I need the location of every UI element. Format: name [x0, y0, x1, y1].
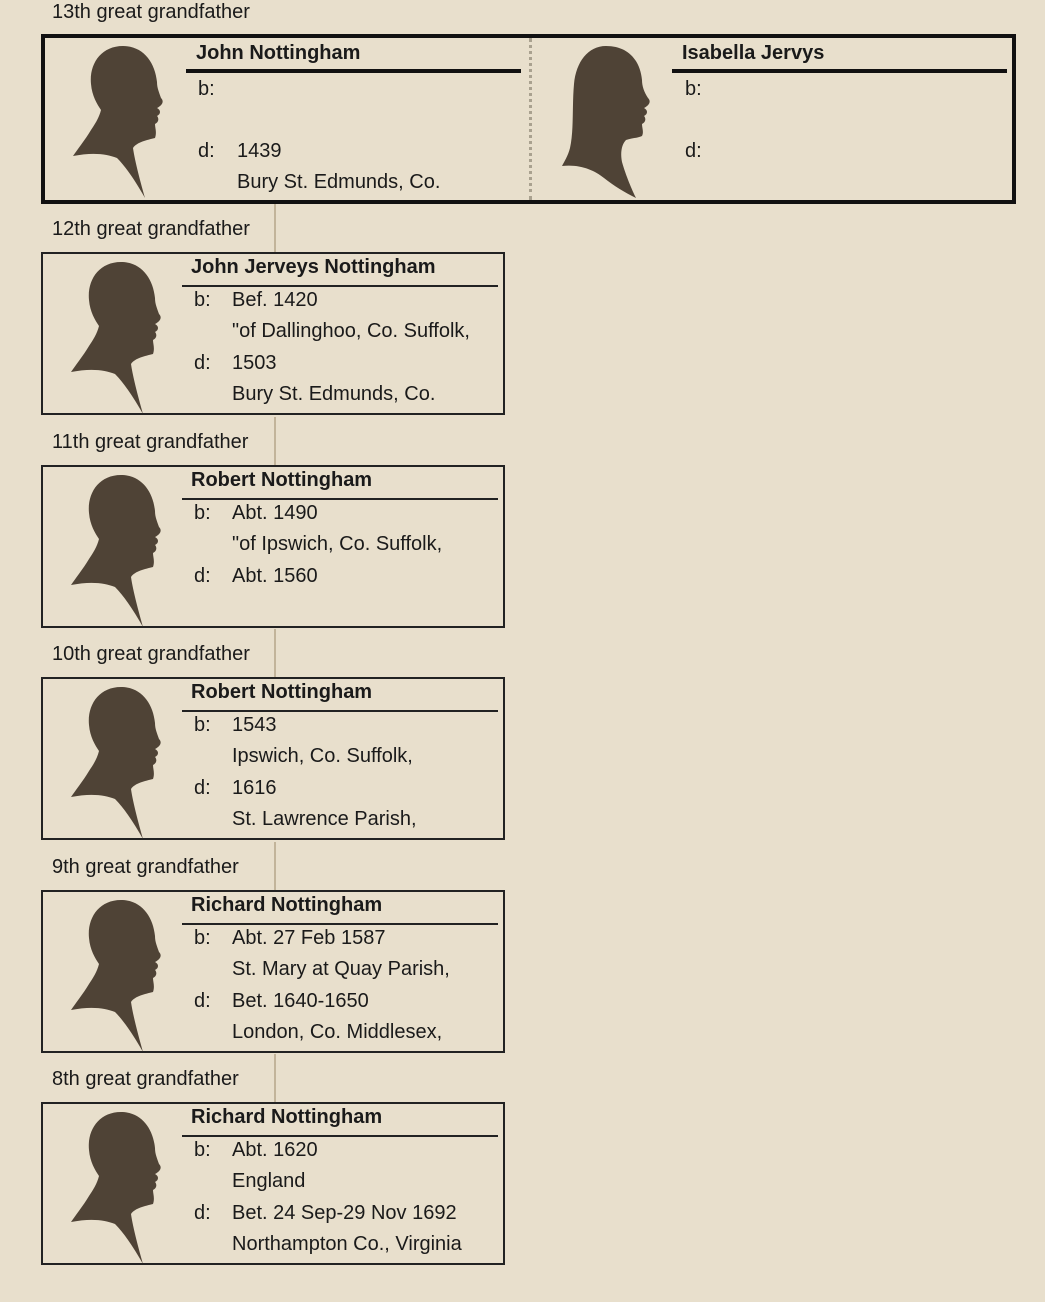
death-date: Bet. 1640-1650 [232, 990, 369, 1012]
birth-label: b: [194, 714, 211, 736]
birth-label: b: [194, 502, 211, 524]
person-card[interactable] [41, 677, 505, 840]
person-name[interactable]: Isabella Jervys [682, 42, 825, 64]
death-label: d: [194, 777, 211, 799]
person-card[interactable] [41, 1102, 505, 1265]
couple-card[interactable] [41, 34, 1016, 204]
generation-label: 9th great grandfather [52, 856, 239, 878]
person-name[interactable]: John Jerveys Nottingham [191, 256, 436, 278]
lineage-connector [274, 629, 276, 677]
birth-place: St. Mary at Quay Parish, [232, 958, 450, 980]
lineage-connector [274, 842, 276, 890]
birth-date: Abt. 1620 [232, 1139, 318, 1161]
generation-label: 8th great grandfather [52, 1068, 239, 1090]
name-divider [182, 923, 498, 925]
birth-label: b: [194, 289, 211, 311]
male-silhouette-icon [71, 898, 163, 1052]
birth-label: b: [194, 1139, 211, 1161]
birth-place: "of Ipswich, Co. Suffolk, [232, 533, 443, 555]
death-place: London, Co. Middlesex, [232, 1021, 443, 1043]
death-date: 1616 [232, 777, 277, 799]
birth-label: b: [198, 78, 215, 100]
male-silhouette-icon [71, 1110, 163, 1264]
birth-place: England [232, 1170, 306, 1192]
birth-label: b: [194, 927, 211, 949]
death-place: Bury St. Edmunds, Co. [237, 171, 441, 193]
birth-date: Abt. 1490 [232, 502, 318, 524]
male-silhouette-icon [73, 44, 165, 198]
death-place: Northampton Co., Virginia [232, 1233, 462, 1255]
birth-place: Ipswich, Co. Suffolk, [232, 745, 413, 767]
wife-panel[interactable] [532, 38, 1012, 200]
birth-date: Bef. 1420 [232, 289, 318, 311]
lineage-connector [274, 417, 276, 465]
death-label: d: [685, 140, 702, 162]
birth-place: "of Dallinghoo, Co. Suffolk, [232, 320, 470, 342]
name-divider [182, 285, 498, 287]
birth-date: 1543 [232, 714, 277, 736]
husband-panel[interactable] [45, 38, 529, 200]
male-silhouette-icon [71, 260, 163, 414]
lineage-connector [274, 204, 276, 252]
generation-label: 11th great grandfather [52, 431, 249, 453]
birth-date: Abt. 27 Feb 1587 [232, 927, 386, 949]
death-date: Bet. 24 Sep-29 Nov 1692 [232, 1202, 457, 1224]
lineage-connector [274, 1054, 276, 1102]
death-date: Abt. 1560 [232, 565, 318, 587]
death-label: d: [194, 990, 211, 1012]
male-silhouette-icon [71, 685, 163, 839]
generation-label: 13th great grandfather [52, 1, 250, 23]
person-name[interactable]: Robert Nottingham [191, 469, 373, 491]
person-name[interactable]: Richard Nottingham [191, 894, 383, 916]
death-label: d: [194, 565, 211, 587]
name-divider [182, 498, 498, 500]
name-divider [182, 1135, 498, 1137]
death-place: St. Lawrence Parish, [232, 808, 417, 830]
death-date: 1503 [232, 352, 277, 374]
death-date: 1439 [237, 140, 282, 162]
male-silhouette-icon [71, 473, 163, 627]
death-label: d: [194, 1202, 211, 1224]
death-label: d: [194, 352, 211, 374]
death-place: Bury St. Edmunds, Co. [232, 383, 436, 405]
name-divider [672, 69, 1007, 73]
generation-label: 10th great grandfather [52, 643, 250, 665]
person-card[interactable] [41, 890, 505, 1053]
person-name[interactable]: John Nottingham [196, 42, 361, 64]
person-card[interactable] [41, 465, 505, 628]
name-divider [186, 69, 521, 73]
death-label: d: [198, 140, 215, 162]
person-card[interactable] [41, 252, 505, 415]
person-name[interactable]: Robert Nottingham [191, 681, 373, 703]
generation-label: 12th great grandfather [52, 218, 250, 240]
name-divider [182, 710, 498, 712]
person-name[interactable]: Richard Nottingham [191, 1106, 383, 1128]
female-silhouette-icon [562, 44, 652, 198]
birth-label: b: [685, 78, 702, 100]
